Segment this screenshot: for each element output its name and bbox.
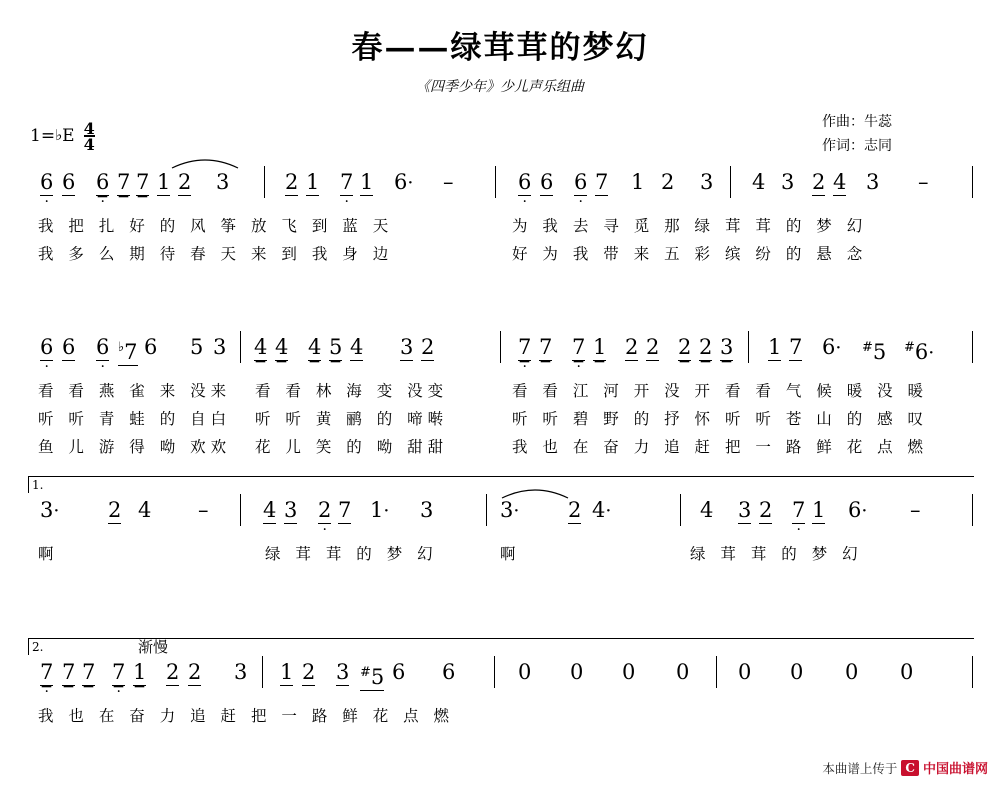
note: 7 [338, 498, 352, 522]
slur-icon [170, 154, 240, 170]
octave-dot: · [116, 684, 121, 700]
note: 0 [518, 660, 532, 684]
site-name: 中国曲谱网 [922, 762, 988, 777]
barline [972, 331, 973, 363]
note: 5 [329, 335, 343, 359]
note: #6· [904, 340, 935, 364]
note: 4 [308, 335, 322, 359]
octave-dot: · [796, 522, 801, 538]
note: 6 · [40, 172, 53, 196]
note: 6 [540, 170, 554, 194]
barline [262, 656, 263, 688]
lyric-line: 花 儿 笑 的 呦 甜甜 [255, 438, 449, 456]
flat-icon: ♭ [55, 126, 63, 144]
lyric-line: 看 看 江 河 开 没 开 看 看 气 候 暖 没 暖 [512, 382, 929, 400]
note: 1 [593, 335, 607, 359]
note: 2 · [318, 500, 331, 524]
note: 3 [738, 498, 752, 522]
note: 3 [866, 170, 880, 194]
lyric-line: 我 把 扎 好 的 风 筝 放 飞 到 蓝 天 [38, 217, 394, 235]
note: 6 · [96, 337, 109, 361]
music-system [0, 638, 1000, 725]
note: 3 [234, 660, 248, 684]
octave-dot: · [344, 194, 349, 210]
lyric-line: 我 多 么 期 待 春 天 来 到 我 身 边 [38, 245, 394, 263]
credits-block [822, 110, 892, 158]
note: 6 [144, 335, 158, 359]
lyric-line: 绿 茸 茸 的 梦 幻 [690, 545, 863, 563]
note: 4· [592, 498, 612, 522]
note: 3 [284, 498, 298, 522]
site-logo-icon: C [901, 760, 919, 776]
note: 6 [392, 660, 406, 684]
music-system [0, 170, 1000, 263]
note: 2 [678, 335, 692, 359]
note: 4 [138, 498, 152, 522]
octave-dot: · [100, 194, 105, 210]
lyric-line: 好 为 我 带 来 五 彩 缤 纷 的 悬 念 [512, 245, 868, 263]
note: 6 · [518, 172, 531, 196]
note: 3 [216, 170, 230, 194]
note: 7 · [572, 337, 585, 361]
barline [972, 166, 973, 198]
note: 2 [302, 660, 316, 684]
barline [240, 494, 241, 526]
note: 7 [539, 335, 553, 359]
footer-credit [822, 758, 988, 777]
note: 3· [40, 498, 60, 522]
octave-dot: · [100, 359, 105, 375]
note: #5 [360, 662, 384, 691]
note: 2 [421, 335, 435, 359]
music-system [0, 335, 1000, 456]
note: 0 [622, 660, 636, 684]
note-row [0, 172, 1000, 214]
note: 6 [62, 335, 76, 359]
note: 0 [790, 660, 804, 684]
note: 1 [306, 170, 320, 194]
time-signature [83, 119, 95, 154]
barline [730, 166, 731, 198]
lyric-line: 我 也 在 奋 力 追 赶 把 一 路 鲜 花 点 燃 [512, 438, 929, 456]
note: 1 [360, 170, 374, 194]
note-row [0, 337, 1000, 379]
barline [972, 494, 973, 526]
note: 2 [812, 170, 826, 194]
lyric-line: 听 听 青 蛙 的 自白 [38, 410, 232, 428]
barline [240, 331, 241, 363]
score-sheet [0, 22, 1000, 787]
key-letter: E [62, 126, 75, 146]
note: 4 [833, 170, 847, 194]
note: 3 [400, 335, 414, 359]
note: – [198, 498, 209, 522]
note: 7 [117, 170, 131, 194]
note: 2 [178, 170, 192, 194]
note: – [443, 170, 454, 194]
note: 3 [720, 335, 734, 359]
note: 0 [738, 660, 752, 684]
note: 0 [900, 660, 914, 684]
barline [495, 166, 496, 198]
note: 7 [82, 660, 96, 684]
note: 3· [500, 498, 520, 522]
note-row [0, 662, 1000, 704]
note: 2 [108, 498, 122, 522]
note-row [0, 500, 1000, 542]
lyric-line: 啊 [500, 545, 521, 563]
note: 7 [136, 170, 150, 194]
ending-number: 2. [32, 640, 44, 654]
page-title: 春——绿茸茸的梦幻 [351, 30, 649, 66]
ending-number: 1. [32, 478, 44, 492]
note: 6 · [574, 172, 587, 196]
note: 7 [789, 335, 803, 359]
note: – [910, 498, 921, 522]
note: 6 · [40, 337, 53, 361]
note: 2 [568, 498, 582, 522]
note: #5 [862, 340, 887, 364]
note: 7 [62, 660, 76, 684]
note: 6 · [96, 172, 109, 196]
octave-dot: · [44, 684, 49, 700]
music-system [0, 478, 1000, 563]
note: 2 [646, 335, 660, 359]
lyric-line: 看 看 林 海 变 没变 [255, 382, 449, 400]
note: 7 · [340, 172, 353, 196]
note: 3 [420, 498, 434, 522]
octave-dot: · [576, 359, 581, 375]
note: 6 [62, 170, 76, 194]
note: 2 [661, 170, 675, 194]
note: 7 · [792, 500, 805, 524]
note: 3 [781, 170, 795, 194]
note: 2 [166, 660, 180, 684]
note: 0 [845, 660, 859, 684]
lyric-line: 为 我 去 寻 觅 那 绿 茸 茸 的 梦 幻 [512, 217, 868, 235]
meter-denominator: 4 [83, 135, 95, 154]
note: 6· [394, 170, 414, 194]
lyric-line: 绿 茸 茸 的 梦 幻 [265, 545, 438, 563]
note: 3 [700, 170, 714, 194]
note: 6· [848, 498, 868, 522]
lyric-line: 看 看 燕 雀 来 没来 [38, 382, 232, 400]
note: 6 [442, 660, 456, 684]
note: 1 [133, 660, 147, 684]
octave-dot: · [522, 359, 527, 375]
key-signature [30, 119, 95, 155]
octave-dot: · [578, 194, 583, 210]
note: 4 [263, 498, 277, 522]
slur-icon [500, 484, 570, 500]
lyric-line: 啊 [38, 545, 59, 563]
lyric-line: 听 听 黄 鹂 的 啼啭 [255, 410, 449, 428]
note: 2 [699, 335, 713, 359]
note: 4 [752, 170, 766, 194]
note: 4 [254, 335, 268, 359]
note: 7 · [518, 337, 531, 361]
note: 7 · [112, 662, 125, 686]
note: 0 [570, 660, 584, 684]
barline [680, 494, 681, 526]
barline [972, 656, 973, 688]
note: 1 [812, 498, 826, 522]
lyricist-line: 作词：志同 [822, 138, 892, 154]
tempo-marking: 渐慢 [138, 638, 169, 656]
barline [716, 656, 717, 688]
note: 4 [350, 335, 364, 359]
note: 7 [595, 170, 609, 194]
barline [494, 656, 495, 688]
note: 2 [285, 170, 299, 194]
octave-dot: · [44, 359, 49, 375]
note: 1· [370, 498, 390, 522]
octave-dot: · [522, 194, 527, 210]
ending-bracket [28, 638, 974, 655]
lyric-line: 鱼 儿 游 得 呦 欢欢 [38, 438, 232, 456]
note: 3 [213, 335, 227, 359]
barline [748, 331, 749, 363]
meter-numerator: 4 [83, 119, 95, 138]
key-label: 1= [30, 126, 56, 146]
barline [486, 494, 487, 526]
octave-dot: · [322, 522, 327, 538]
lyric-line: 我 也 在 奋 力 追 赶 把 一 路 鲜 花 点 燃 [38, 707, 455, 725]
note: 5 [190, 335, 204, 359]
composer-line: 作曲：牛蕊 [822, 114, 892, 130]
lyric-line: 听 听 碧 野 的 抒 怀 听 听 苍 山 的 感 叹 [512, 410, 929, 428]
page-subtitle: 《四季少年》少儿声乐组曲 [416, 79, 584, 95]
note: 1 [157, 170, 171, 194]
note: 6· [822, 335, 842, 359]
note: 1 [280, 660, 294, 684]
note: 3 [336, 660, 350, 684]
note: 1 [768, 335, 782, 359]
note: 2 [759, 498, 773, 522]
note: 2 [625, 335, 639, 359]
note: 7 · [40, 662, 53, 686]
barline [500, 331, 501, 363]
octave-dot: · [44, 194, 49, 210]
footer-text: 本曲谱上传于 [822, 760, 898, 776]
note: 4 [275, 335, 289, 359]
barline [264, 166, 265, 198]
note: 4 [700, 498, 714, 522]
note: 1 [631, 170, 645, 194]
note: 0 [676, 660, 690, 684]
note: ♭7 [118, 337, 138, 366]
note: 2 [188, 660, 202, 684]
note: – [918, 170, 929, 194]
